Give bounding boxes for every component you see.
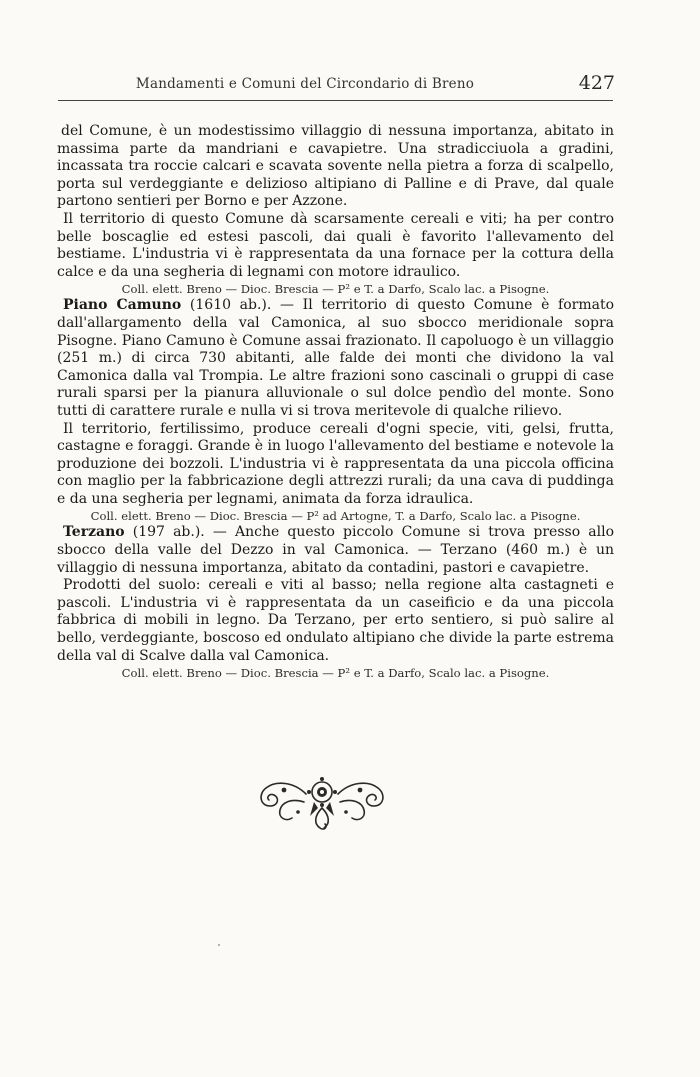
terzano-paragraph-1 xyxy=(57,524,614,577)
terzano-paragraph-1-text: (197 ab.). — Anche questo piccolo Comune si trova presso allo sbocco della valle del Dezzo in val Camonica. — Terzano (460 m.) è un villaggio di nessuna importanza, abitato da contadini, pastori e cavapietre. xyxy=(57,524,614,576)
intro-paragraph-1: del Comune, è un modestissimo villaggio di nessuna importanza, abitato in massima parte da mandriani e cavapietre. Una stradicciuola a gradini, incassata tra roccie calcari e scavata sovente nella pietra a forza di scalpello, porta sul verdeggiante e delizioso altipiano di Palline e di Prave, dal quale partono sentieri per Borno e per Azzone. xyxy=(57,123,614,210)
running-title: Mandamenti e Comuni del Circondario di Breno xyxy=(135,76,475,92)
header-rule xyxy=(58,100,613,101)
piano-camuno-paragraph-1 xyxy=(57,297,614,420)
entry-name-terzano: Terzano xyxy=(63,524,125,541)
terzano-paragraph-2: Prodotti del suolo: cereali e viti al basso; nella regione alta castagneti e pascoli. L'industria vi è rappresentata da un caseificio e da una piccola fabbrica di mobili in legno. Da Terzano, per erto sentiero, si può salire al bello, verdeggiante, boscoso ed ondulato altipiano che divide la parte estrema della val di Scalve dalla val Camonica. xyxy=(57,577,614,664)
intro-paragraph-2: Il territorio di questo Comune dà scarsamente cereali e viti; ha per contro belle boscaglie ed estesi pascoli, dai quali è favorito l'allevamento del bestiame. L'industria vi è rappresentata da una fornace per la cottura della calce e da una segheria di legnami con motore idraulico. xyxy=(57,210,614,280)
terzano-admin-note: Coll. elett. Breno — Dioc. Brescia — P² e T. a Darfo, Scalo lac. a Pisogne. xyxy=(121,666,550,681)
page-number: 427 xyxy=(578,72,615,94)
piano-camuno-paragraph-2: Il territorio, fertilissimo, produce cereali d'ogni specie, viti, gelsi, frutta, castagne e foraggi. Grande è in luogo l'allevamento del bestiame e notevole la produzione dei bozzoli. L'industria vi è rappresentata da una piccola officina con maglio per la fabbricazione degli attrezzi rurali; da una cava di puddinga e da una segheria per legnami, animata da forza idraulica. xyxy=(57,420,614,507)
running-head xyxy=(55,72,615,98)
fleuron-ornament-icon xyxy=(254,772,390,838)
intro-admin-note: Coll. elett. Breno — Dioc. Brescia — P² e T. a Darfo, Scalo lac. a Pisogne. xyxy=(121,282,550,297)
piano-camuno-admin-note: Coll. elett. Breno — Dioc. Brescia — P² ad Artogne, T. a Darfo, Scalo lac. a Pisogne. xyxy=(90,509,581,524)
body-text xyxy=(57,123,614,681)
entry-name-piano-camuno: Piano Camuno xyxy=(63,297,182,314)
piano-camuno-paragraph-1-text: (1610 ab.). — Il territorio di questo Comune è formato dall'allargamento della val Camonica, al suo sbocco meridionale sopra Pisogne. Piano Camuno è Comune assai frazionato. Il capoluogo è un villaggio (251 m.) di circa 730 abitanti, alle falde dei monti che dividono la val Camonica dalla val Trompia. Le altre frazioni sono cascinali o gruppi di case rurali sparsi per la pianura alluvionale o sul dolce pendìo del monte. Sono tutti di carattere rurale e nulla vi si trova meritevole di qualche rilievo. xyxy=(57,297,615,419)
stray-mark xyxy=(218,944,220,946)
